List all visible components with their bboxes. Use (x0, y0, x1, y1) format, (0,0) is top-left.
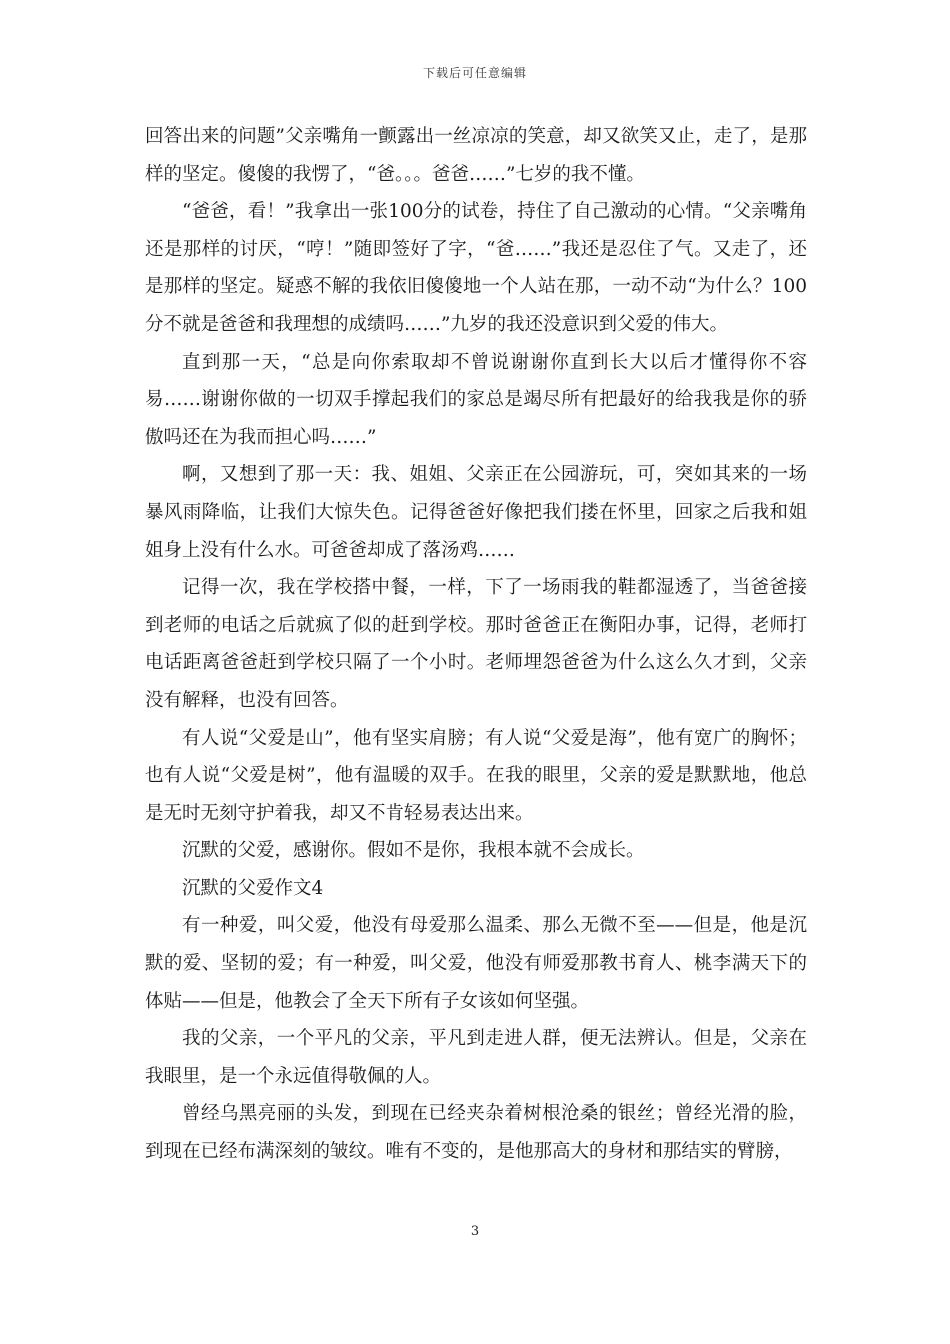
paragraph-4: 啊，又想到了那一天：我、姐姐、父亲正在公园游玩，可，突如其来的一场暴风雨降临，让我们大惊失色。记得爸爸好像把我们搂在怀里，回家之后我和姐姐身上没有什么水。可爸爸却成了落汤鸡…… (145, 464, 807, 561)
paragraph-11: 曾经乌黑亮丽的头发，到现在已经夹杂着树根沧桑的银丝；曾经光滑的脸，到现在已经布满深刻的皱纹。唯有不变的，是他那高大的身材和那结实的臂膀， (145, 1103, 807, 1163)
paragraph-6: 有人说“父爱是山”，他有坚实肩膀；有人说“父爱是海”，他有宽广的胸怀；也有人说“父爱是树”，他有温暖的双手。在我的眼里，父亲的爱是默默地，他总是无时无刻守护着我，却又不肯轻易表达出来。 (145, 727, 807, 824)
paragraph-1: 回答出来的问题”父亲嘴角一颤露出一丝凉凉的笑意，却又欲笑又止，走了，是那样的坚定。傻傻的我愣了，“爸。。。爸爸……”七岁的我不懂。 (145, 126, 807, 185)
paragraph-7: 沉默的父爱，感谢你。假如不是你，我根本就不会成长。 (182, 840, 645, 862)
section-title: 沉默的父爱作文4 (182, 877, 324, 899)
paragraph-10: 我的父亲，一个平凡的父亲，平凡到走进人群，便无法辨认。但是，父亲在我眼里，是一个永远值得敬佩的人。 (145, 1028, 807, 1087)
paragraph-3: 直到那一天，“总是向你索取却不曾说谢谢你直到长大以后才懂得你不容易……谢谢你做的一切双手撑起我们的家总是竭尽所有把最好的给我我是你的骄傲吗还在为我而担心吗……” (145, 351, 807, 448)
page-header: 下载后可任意编辑 (422, 66, 527, 80)
paragraph-5: 记得一次，我在学校搭中餐，一样，下了一场雨我的鞋都湿透了，当爸爸接到老师的电话之后就疯了似的赶到学校。那时爸爸正在衡阳办事，记得，老师打电话距离爸爸赶到学校只隔了一个小时。老师埋怨爸爸为什么这么久才到，父亲没有解释，也没有回答。 (145, 577, 807, 711)
paragraph-2: “爸爸，看！”我拿出一张100分的试卷，持住了自己激动的心情。“父亲嘴角还是那样的讨厌，“哼！”随即签好了字，“爸……”我还是忍住了气。又走了，还是那样的坚定。疑惑不解的我依旧傻傻地一个人站在那，一动不动“为什么？100分不就是爸爸和我理想的成绩吗……”九岁的我还没意识到父爱的伟大。 (145, 201, 807, 335)
page-number: 3 (470, 1224, 480, 1239)
document-body (145, 118, 807, 1171)
paragraph-9: 有一种爱，叫父爱，他没有母爱那么温柔、那么无微不至——但是，他是沉默的爱、坚韧的爱；有一种爱，叫父爱，他没有师爱那教书育人、桃李满天下的体贴——但是，他教会了全天下所有子女该如何坚强。 (145, 915, 807, 1012)
